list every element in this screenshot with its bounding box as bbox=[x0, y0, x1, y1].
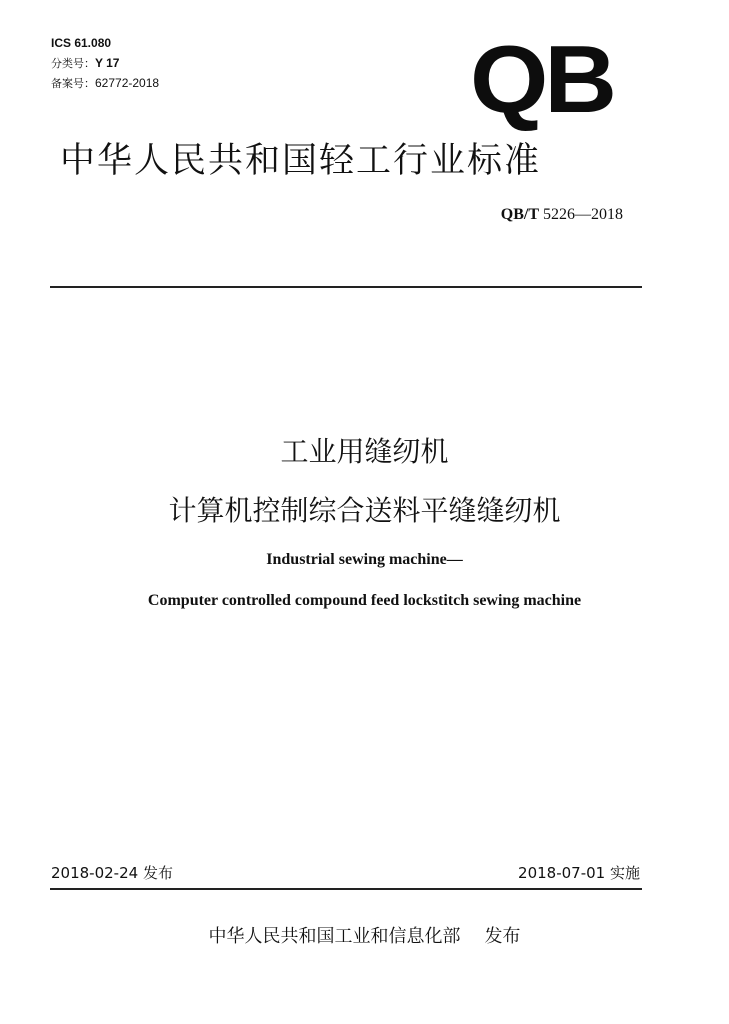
issue-date: 2018-02-24 发布 bbox=[51, 864, 173, 882]
title-en-line2: Computer controlled compound feed lockstitch sewing machine bbox=[147, 592, 582, 609]
filing-number bbox=[51, 75, 159, 92]
classification-number bbox=[51, 55, 119, 72]
header-divider bbox=[50, 286, 642, 288]
qb-logo: QB bbox=[470, 26, 613, 133]
title-en-line1: Industrial sewing machine— bbox=[266, 551, 463, 568]
footer-divider bbox=[50, 888, 642, 890]
standard-name: 中华人民共和国轻工行业标准 bbox=[60, 141, 542, 181]
implement-date: 2018-07-01 实施 bbox=[518, 864, 640, 882]
filing-label: 备案号： bbox=[51, 77, 95, 90]
issuer-action: 发布 bbox=[484, 926, 521, 947]
filing-value: 62772-2018 bbox=[95, 76, 160, 90]
standard-number bbox=[501, 206, 623, 224]
ics-code bbox=[51, 35, 111, 51]
issuer-name: 中华人民共和国工业和信息化部 bbox=[208, 926, 461, 947]
title-cn-line2: 计算机控制综合送料平缝缝纫机 bbox=[168, 494, 561, 527]
title-cn-line1: 工业用缝纫机 bbox=[280, 435, 449, 468]
classification-value: Y 17 bbox=[95, 56, 120, 70]
issuer bbox=[0, 922, 729, 948]
ics-value: ICS 61.080 bbox=[51, 36, 112, 50]
standard-code: QB/T bbox=[500, 206, 539, 223]
classification-label: 分类号： bbox=[51, 57, 95, 70]
standard-number-value: 5226—2018 bbox=[543, 206, 623, 223]
